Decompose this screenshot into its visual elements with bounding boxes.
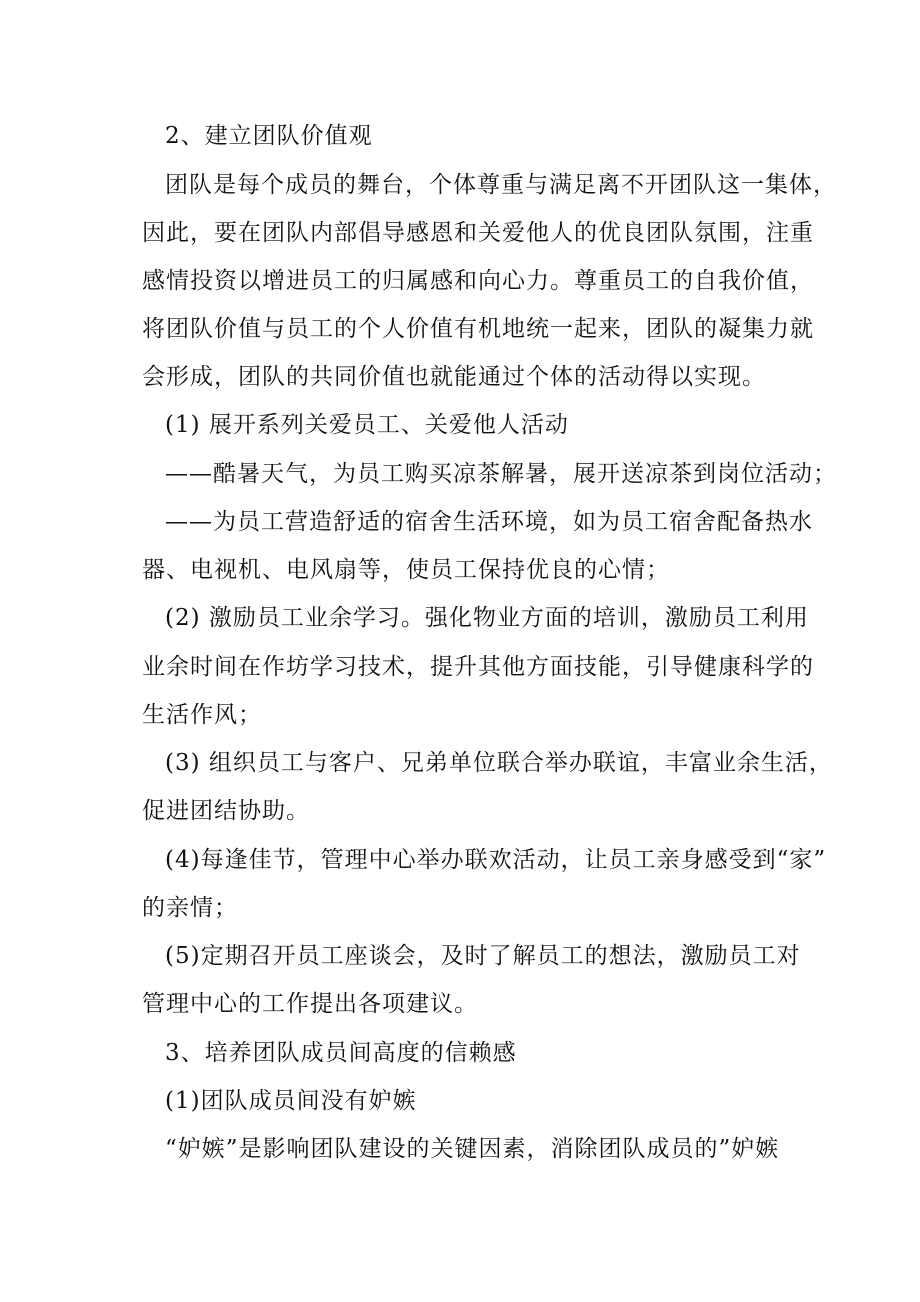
list-item-heading: (1) 展开系列关爱员工、关爱他人活动 <box>165 412 569 438</box>
paragraph-line: ——为员工营造舒适的宿舍生活环境，如为员工宿舍配备热水 <box>165 509 813 535</box>
list-item-heading: (5)定期召开员工座谈会，及时了解员工的想法，激励员工对 <box>165 943 801 969</box>
paragraph-line: 团队是每个成员的舞台，个体尊重与满足离不开团队这一集体， <box>165 172 837 198</box>
paragraph-line: 因此，要在团队内部倡导感恩和关爱他人的优良团队氛围，注重 <box>142 220 814 246</box>
list-item-heading: (1)团队成员间没有妒嫉 <box>165 1088 417 1114</box>
paragraph-line: 业余时间在作坊学习技术，提升其他方面技能，引导健康科学的 <box>142 654 814 680</box>
paragraph-line: 器、电视机、电风扇等，使员工保持优良的心情； <box>142 557 670 583</box>
paragraph-line: 生活作风； <box>142 702 262 728</box>
list-item-heading: (2) 激励员工业余学习。强化物业方面的培训，激励员工利用 <box>165 605 809 631</box>
section-heading: 3、培养团队成员间高度的信赖感 <box>165 1040 517 1066</box>
paragraph-line: 将团队价值与员工的个人价值有机地统一起来，团队的凝集力就 <box>142 316 814 342</box>
paragraph-line: “妒嫉”是影响团队建设的关键因素，消除团队成员的”妒嫉 <box>165 1136 780 1162</box>
paragraph-line: 的亲情； <box>142 895 238 921</box>
paragraph-line: 感情投资以增进员工的归属感和向心力。尊重员工的自我价值， <box>142 268 814 294</box>
section-heading: 2、建立团队价值观 <box>165 123 373 149</box>
paragraph-line: 促进团结协助。 <box>142 798 310 824</box>
list-item-heading: (3) 组织员工与客户、兄弟单位联合举办联谊，丰富业余生活， <box>165 750 833 776</box>
paragraph-line: 会形成，团队的共同价值也就能通过个体的活动得以实现。 <box>142 364 766 390</box>
list-item-heading: (4)每逢佳节，管理中心举办联欢活动，让员工亲身感受到“家” <box>165 847 827 873</box>
paragraph-line: ——酷暑天气，为员工购买凉茶解暑，展开送凉茶到岗位活动； <box>165 461 837 487</box>
paragraph-line: 管理中心的工作提出各项建议。 <box>142 991 478 1017</box>
